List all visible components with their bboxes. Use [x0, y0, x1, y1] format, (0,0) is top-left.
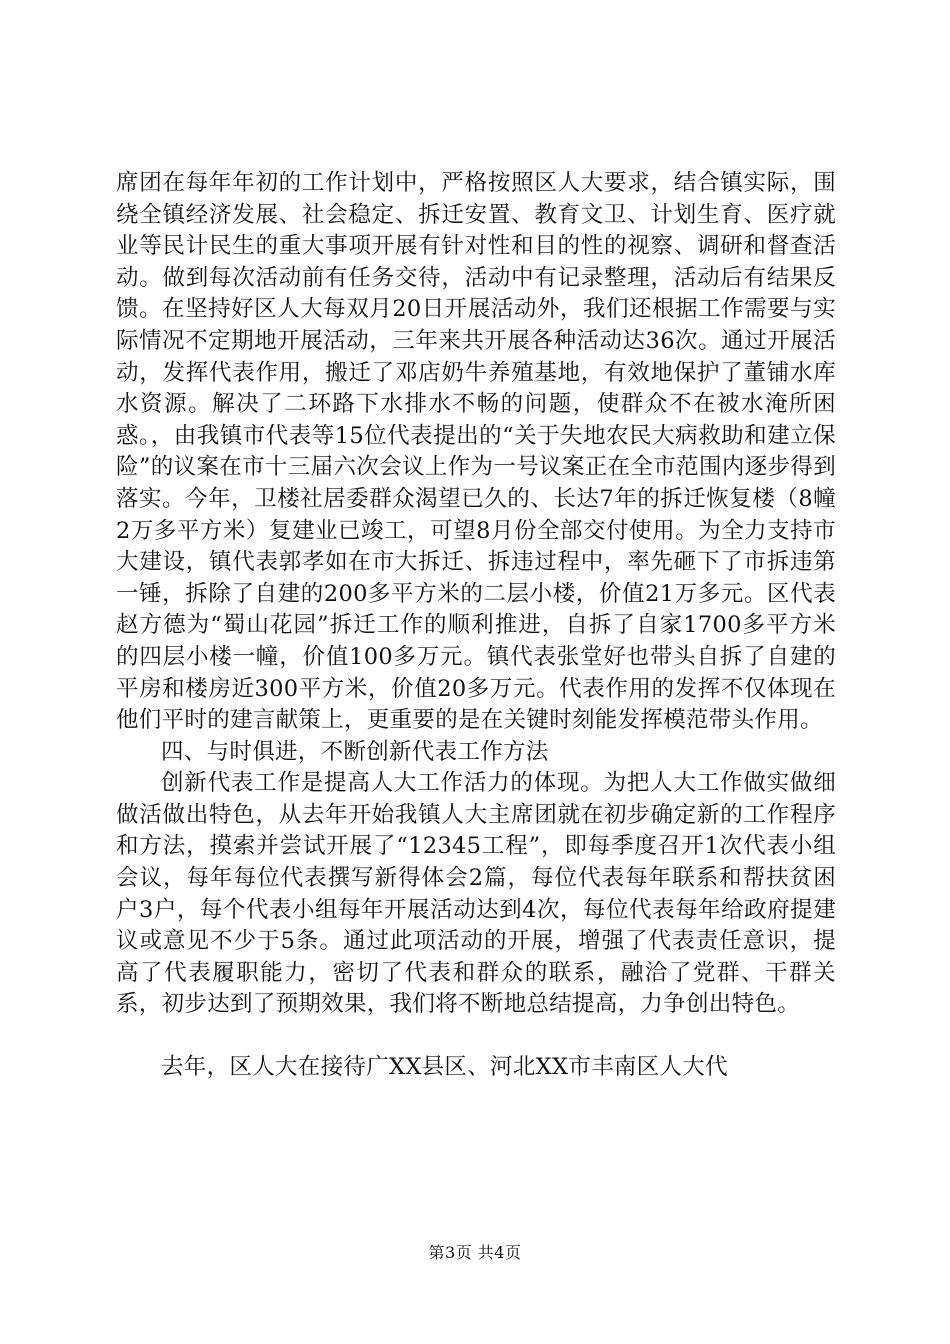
paragraph-continued: 席团在每年年初的工作计划中，严格按照区人大要求，结合镇实际，围绕全镇经济发展、社会稳定、拆迁安置、教育文卫、计划生育、医疗就业等民计民生的重大事项开展有针对性和目的性的视察、调研和督查活动。做到每次活动前有任务交待，活动中有记录整理，活动后有结果反馈。在坚持好区人大每双月20日开展活动外，我们还根据工作需要与实际情况不定期地开展活动，三年来共开展各种活动达36次。通过开展活动，发挥代表作用，搬迁了邓店奶牛养殖基地，有效地保护了董铺水库水资源。解决了二环路下水排水不畅的问题，使群众不在被水淹所困惑。，由我镇市代表等15位代表提出的“关于失地农民大病救助和建立保险”的议案在市十三届六次会议上作为一号议案正在全市范围内逐步得到落实。今年，卫楼社居委群众渴望已久的、长达7年的拆迁恢复楼（8幢2万多平方米）复建业已竣工，可望8月份全部交付使用。为全力支持市大建设，镇代表郭孝如在市大拆迁、拆违过程中，率先砸下了市拆违第一锤，拆除了自建的200多平方米的二层小楼，价值21万多元。区代表赵方德为“蜀山花园”拆迁工作的顺利推进，自拆了自家1700多平方米的四层小楼一幢，价值100多万元。镇代表张堂好也带头自拆了自建的平房和楼房近300平方米，价值20多万元。代表作用的发挥不仅体现在他们平时的建言献策上，更重要的是在关键时刻能发挥模范带头作用。	[116, 170, 836, 734]
document-body	[116, 168, 836, 1084]
paragraph-innovation: 创新代表工作是提高人大工作活力的体现。为把人大工作做实做细做活做出特色，从去年开始我镇人大主席团就在初步确定新的工作程序和方法，摸索并尝试开展了“12345工程”，即每季度召开1次代表小组会议，每年每位代表撰写新得体会2篇，每位代表每年联系和帮扶贫困户3户，每个代表小组每年开展活动达到4次，每位代表每年给政府提建议或意见不少于5条。通过此项活动的开展，增强了代表责任意识，提高了代表履职能力，密切了代表和群众的联系，融洽了党群、干群关系，初步达到了预期效果，我们将不断地总结提高，力争创出特色。	[116, 770, 836, 1018]
paragraph-last-year: 去年，区人大在接待广XX县区、河北XX市丰南区人大代	[161, 1054, 728, 1081]
section-heading: 四、与时俱进，不断创新代表工作方法	[161, 738, 549, 765]
page-number-footer: 第3页 共4页	[428, 1243, 522, 1262]
